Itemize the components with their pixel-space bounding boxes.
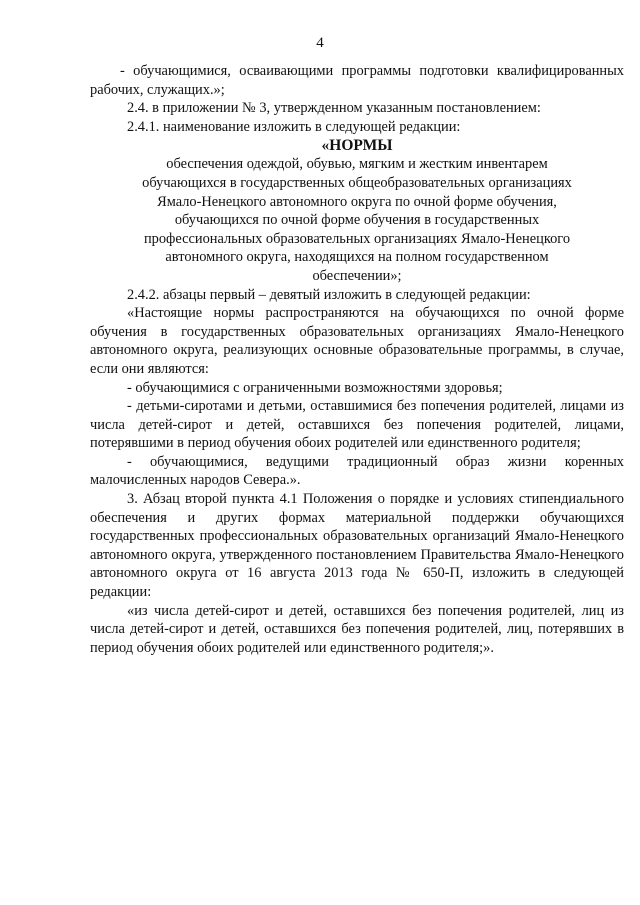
paragraph-8: - обучающимися, ведущими традиционный образ жизни коренных малочисленных народов Севера.». (90, 453, 624, 489)
paragraph-9: 3. Абзац второй пункта 4.1 Положения о порядке и условиях стипендиального обеспечения и других формах материальной поддержки обучающихся государственных профессиональных образовательных организаций Ямало-Ненецкого автономного округа, утвержденного постановлением Правительства Ямало-Ненецкого автономного округа от 16 августа 2013 года № 650-П, изложить в следующей редакции: (90, 491, 624, 601)
document-body (90, 62, 624, 657)
paragraph-5: «Настоящие нормы распространяются на обучающихся по очной форме обучения в государственных образовательных организациях Ямало-Ненецкого автономного округа, реализующих основные образовательные программы, в случае, если они являются: (90, 305, 624, 377)
paragraph-3: 2.4.1. наименование изложить в следующей редакции: (127, 118, 461, 135)
paragraph-10: «из числа детей-сирот и детей, оставшихся без попечения родителей, лиц из числа детей-сирот и детей, оставшихся без попечения родителей, лиц, потерявших в период обучения обоих родителей или единственного родителя;». (90, 602, 624, 656)
paragraph-4: 2.4.2. абзацы первый – девятый изложить в следующей редакции: (127, 286, 531, 303)
norms-title: обеспечения одеждой, обувью, мягким и жестким инвентарем обучающихся в государственных общеобразовательных организациях Ямало-Ненецкого автономного округа по очной форме обучения, обучающихся по очной форме обучения в государственных профессиональных образовательных организациях Ямало-Ненецкого автономного округа, находящихся на полном государственном обеспечении»; (142, 156, 572, 284)
norms-heading: «НОРМЫ (321, 137, 393, 155)
paragraph-1: - обучающимися, осваивающими программы подготовки квалифицированных рабочих, служащих.»; (90, 63, 624, 98)
paragraph-6: - обучающимися с ограниченными возможностями здоровья; (127, 379, 503, 396)
page-number: 4 (316, 35, 324, 51)
paragraph-2: 2.4. в приложении № 3, утвержденном указанным постановлением: (127, 100, 541, 117)
paragraph-7: - детьми-сиротами и детьми, оставшимися без попечения родителей, лицами из числа детей-сирот и детей, оставшихся без попечения родителей, лицами, потерявшими в период обучения обоих родителей или единственного родителя; (90, 398, 624, 452)
